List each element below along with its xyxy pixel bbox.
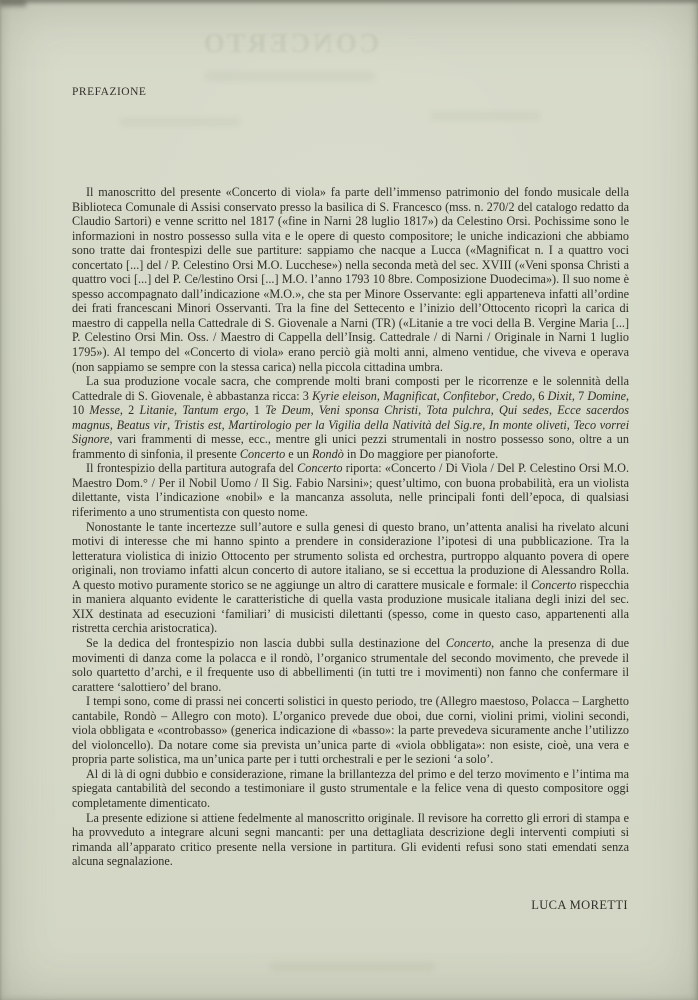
- paragraph: [72, 461, 629, 519]
- italic-text: Dixit: [547, 388, 572, 403]
- paragraph: [72, 767, 629, 811]
- body-text-segment: Il manoscritto del presente «Concerto di viola» fa parte dell’immenso patrimonio del fondo musicale della Biblioteca Comunale di Assisi conservato presso la basilica di S. Francesco (mss. n. 270/2 del catalogo redatto da Claudio Sartori) e venne scritto nel 1817 («fine in Narni 28 luglio 1817») da Celestino Orsi. Pochissime sono le informazioni in nostro possesso sulla vita e le opere di questo compositore; le uniche indicazioni che abbiamo sono tratte dai frontespizi delle sue partiture: sappiamo che nacque a Lucca («Magnificat n. I a quattro voci concertato [...] del / P. Celestino Orsi M.O. Lucchese») nella seconda metà del sec. XVIII («Veni sponsa Christi a quattro voci [...] del P. Ce/lestino Orsi [...] M.O. l’anno 1793 10 8bre. Composizione Duodecima»). Il suo nome è spesso accompagnato dall’indicazione «M.O.», che sta per Minore Osservante: egli apparteneva infatti all’ordine dei frati francescani Minori Osservanti. Tra la fine del Settecento e l’inizio dell’Ottocento ricoprì la carica di maestro di cappella nella Cattedrale di S. Giovenale a Narni (TR) («Litanie a tre voci della B. Vergine Maria [...] P. Celestino Orsi Min. Oss. / Maestro di Cappella dell’Insig. Cattedrale / di Narni / Originale in Narni 1 luglio 1795»). Al tempo del «Concerto di viola» erano perciò già molti anni, almeno ventidue, che viveva e operava (non sappiamo se sempre con la stessa carica) nella piccola cittadina umbra.: [72, 185, 629, 374]
- body-text-segment: ,: [436, 388, 443, 403]
- body-text-segment: rispecchia in maniera alquanto evidente le caratteristiche di quella vasta produzione musicale italiana degli inizi del sec. XIX destinata ad esecuzioni ‘familiari’ di musicisti dilettanti (spesso, come in questo caso, appartenenti alla ristretta cerchia aristocratica).: [72, 577, 629, 636]
- italic-text: Confitebor: [442, 388, 496, 403]
- showthrough-smudge: [270, 962, 435, 971]
- italic-text: Concerto: [445, 635, 492, 650]
- body-text-segment: ,: [109, 417, 117, 432]
- italic-text: Teco vorrei Signore: [72, 417, 630, 447]
- body-text-segment: riporta: «Concerto / Di Viola / Del P. Celestino Orsi M.O. Maestro Dom.° / Per il Nobil Uomo / Il Sig. Fabio Narsini»; quest’ultimo, con buona probabilità, era un violista dilettante, vista l’indicazione «nobil» e la mancanza assoluta, nelle principali fonti dell’epoca, di qualsiasi riferimento a uno strumentista con questo nome.: [72, 461, 629, 520]
- italic-text: Magnificat: [383, 388, 437, 403]
- italic-text: Qui sedes: [499, 403, 549, 418]
- body-text-segment: e un: [285, 446, 312, 461]
- body-text-segment: ,: [418, 403, 427, 418]
- body-text-segment: ,: [482, 417, 489, 432]
- body-text-segment: , 10: [72, 388, 630, 418]
- showthrough-title: CONCERTO: [200, 28, 380, 58]
- italic-text: In monte oliveti: [488, 417, 567, 432]
- paragraph: [72, 520, 629, 636]
- paragraph: [72, 374, 629, 461]
- showthrough-smudge: [430, 112, 540, 120]
- paragraph: [72, 811, 629, 869]
- italic-text: Veni sponsa Christi: [318, 403, 419, 418]
- body-text-segment: ,: [167, 417, 174, 432]
- italic-text: Litanie: [139, 403, 175, 418]
- italic-text: Concerto: [297, 461, 343, 476]
- body-text-segment: ,: [174, 403, 183, 418]
- paragraph: [72, 636, 629, 694]
- italic-text: Te Deum: [265, 403, 311, 418]
- body-text-segment: , vari frammenti di messe, ecc., mentre gli unici pezzi strumentali in nostro possesso sono, oltre a un frammento di sinfonia, il presente: [72, 432, 629, 461]
- body-text-segment: La sua produzione vocale sacra, che comprende molti brani composti per le ricorrenze e le solennità della Cattedrale di S. Giovenale, è abbastanza ricca: 3: [72, 374, 629, 403]
- author-signature: LUCA MORETTI: [531, 898, 628, 912]
- italic-text: Ecce sacerdos magnus: [72, 403, 630, 432]
- body-text-segment: ,: [310, 403, 319, 418]
- italic-text: Kyrie eleison: [312, 388, 377, 403]
- showthrough-smudge: [120, 118, 240, 126]
- paragraph: [72, 694, 629, 767]
- italic-text: Tristis est: [173, 417, 222, 432]
- body-text-segment: , 6: [531, 388, 548, 403]
- body-text-segment: , anche la presenza di due movimenti di danza come la polacca e il rondò, l’organico strumentale del secondo movimento, che prevede il solo quartetto d’archi, e il frequente uso di abbellimenti (in tutti tre i movimenti) non fanno che confermare il carattere ‘salottiero’ del brano.: [72, 635, 629, 694]
- italic-text: Domine: [587, 388, 626, 403]
- body-text-segment: Se la dedica del frontespizio non lascia dubbi sulla destinazione del: [86, 635, 446, 650]
- scan-edge-artifact: [0, 0, 26, 7]
- italic-text: Tota pulchra: [426, 403, 491, 418]
- italic-text: Martirologio per la Vigilia della Natività del Sig.re: [228, 417, 483, 432]
- body-text-segment: I tempi sono, come di prassi nei concerti solistici in questo periodo, tre (Allegro maestoso, Polacca – Larghetto cantabile, Rondò – Allegro con moto). L’organico prevede due oboi, due corni, violini primi, violini secondi, viola obbligata e «controbasso» (generica indicazione di «basso»: la parte prevedeva sicuramente anche l’utilizzo del violoncello). Da notare come sia prevista un’unica parte di «viola obbligata»: non esiste, cioè, una vera e propria parte solistica, ma un’unica parte per i tutti orchestrali e per le sezioni ‘a solo’.: [72, 694, 629, 767]
- body-text-segment: ,: [376, 388, 384, 403]
- body-text-segment: Al di là di ogni dubbio e considerazione, rimane la brillantezza del primo e del terzo movimento e l’intima ma spiegata cantabilità del secondo a testimoniare il gusto strumentale e la felice vena di questo compositore oggi completamente dimenticato.: [72, 766, 629, 810]
- showthrough-smudge: [205, 72, 375, 81]
- page-title: PREFAZIONE: [72, 86, 147, 98]
- italic-text: Credo: [501, 388, 532, 403]
- body-text-segment: ,: [221, 417, 229, 432]
- body-text-segment: , 1: [245, 403, 266, 418]
- body-text-segment: Nonostante le tante incertezze sull’autore e sulla genesi di questo brano, un’attenta analisi ha rivelato alcuni motivi di interesse che mi hanno spinto a prendere in considerazione l’ipotesi di una pubblicazione. Tra la letteratura violistica di inizio Ottocento per strumento solista ed orchestra, purtroppo alquanto povera di opere originali, non troviamo infatti alcun concerto di autore italiano, se si eccettua la produzione di Alessandro Rolla. A questo motivo puramente storico se ne aggiunge un altro di carattere musicale e formale: il: [72, 519, 629, 592]
- italic-text: Rondò: [311, 446, 344, 461]
- italic-text: Messe: [89, 403, 120, 418]
- body-text-segment: Il frontespizio della partitura autografa del: [86, 461, 298, 476]
- body-text-segment: La presente edizione si attiene fedelmente al manoscritto originale. Il revisore ha corretto gli errori di stampa e ha provveduto a integrare alcuni segni mancanti: per una dettagliata descrizione degli interventi compiuti si rimanda all’apparato critico presente nella versione in partitura. Gli evidenti refusi sono stati emendati senza alcuna segnalazione.: [72, 810, 629, 869]
- body-text-segment: , 7: [571, 388, 588, 403]
- italic-text: Concerto: [239, 446, 286, 461]
- body-text-segment: ,: [566, 417, 574, 432]
- italic-text: Tantum ergo: [182, 403, 246, 418]
- body-text-segment: ,: [490, 403, 500, 418]
- preface-body: [72, 185, 629, 869]
- italic-text: Concerto: [531, 577, 577, 592]
- paragraph: [72, 185, 629, 374]
- body-text-segment: , 2: [119, 403, 140, 418]
- body-text-segment: ,: [548, 403, 558, 418]
- italic-text: Beatus vir: [116, 417, 168, 432]
- body-text-segment: in Do maggiore per pianoforte.: [343, 446, 499, 461]
- body-text-segment: ,: [495, 388, 502, 403]
